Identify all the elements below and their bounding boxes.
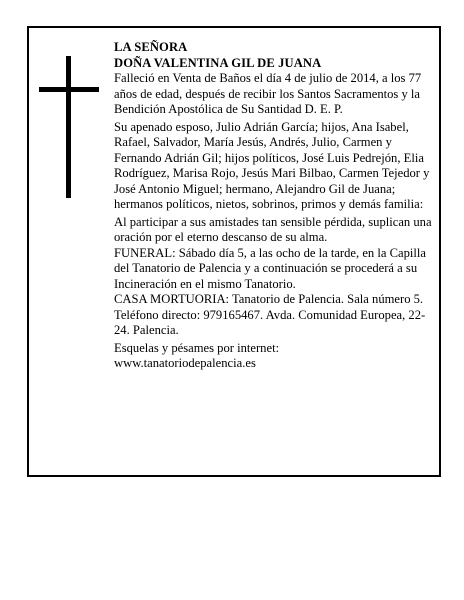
notice-text <box>114 40 434 372</box>
website-link[interactable]: www.tanatoriodepalencia.es <box>114 356 256 370</box>
cross-vertical-bar <box>66 56 71 198</box>
prayer-request: Al participar a sus amistades tan sensible pérdida, suplican una oración por el eterno descanso de su alma. <box>114 214 432 244</box>
death-announcement: Falleció en Venta de Baños el día 4 de julio de 2014, a los 77 años de edad, después de recibir los Santos Sacramentos y la Bendición Apostólica de Su Santidad D. E. P. <box>114 71 422 116</box>
cross-icon <box>39 56 99 198</box>
notice-title-line1: LA SEÑORA <box>114 40 188 54</box>
cross-horizontal-bar <box>39 87 99 92</box>
internet-condolences-label: Esquelas y pésames por internet: <box>114 340 280 355</box>
deceased-name: DOÑA VALENTINA GIL DE JUANA <box>114 55 322 70</box>
funeral-details: FUNERAL: Sábado día 5, a las ocho de la tarde, en la Capilla del Tanatorio de Palencia y a continuación se procederá a su Incineración en el mismo Tanatorio. <box>114 245 426 291</box>
obituary-notice <box>27 26 441 477</box>
mortuary-details: CASA MORTUORIA: Tanatorio de Palencia. Sala número 5. Teléfono directo: 979165467. Avda. Comunidad Europea, 22-24. Palencia. <box>114 292 426 337</box>
family-list: Su apenado esposo, Julio Adrián García; hijos, Ana Isabel, Rafael, Salvador, María Jesús, Andrés, Julio, Carmen y Fernando Adrián Gil; hijos políticos, José Luis Pedrejón, Elia Rodríguez, Marisa Rojo, Jesús Mari Bilbao, Carmen Tejedor y José Antonio Miguel; hermano, Alejandro Gil de Juana; hermanos políticos, nietos, sobrinos, primos y demás familia: <box>114 119 430 211</box>
